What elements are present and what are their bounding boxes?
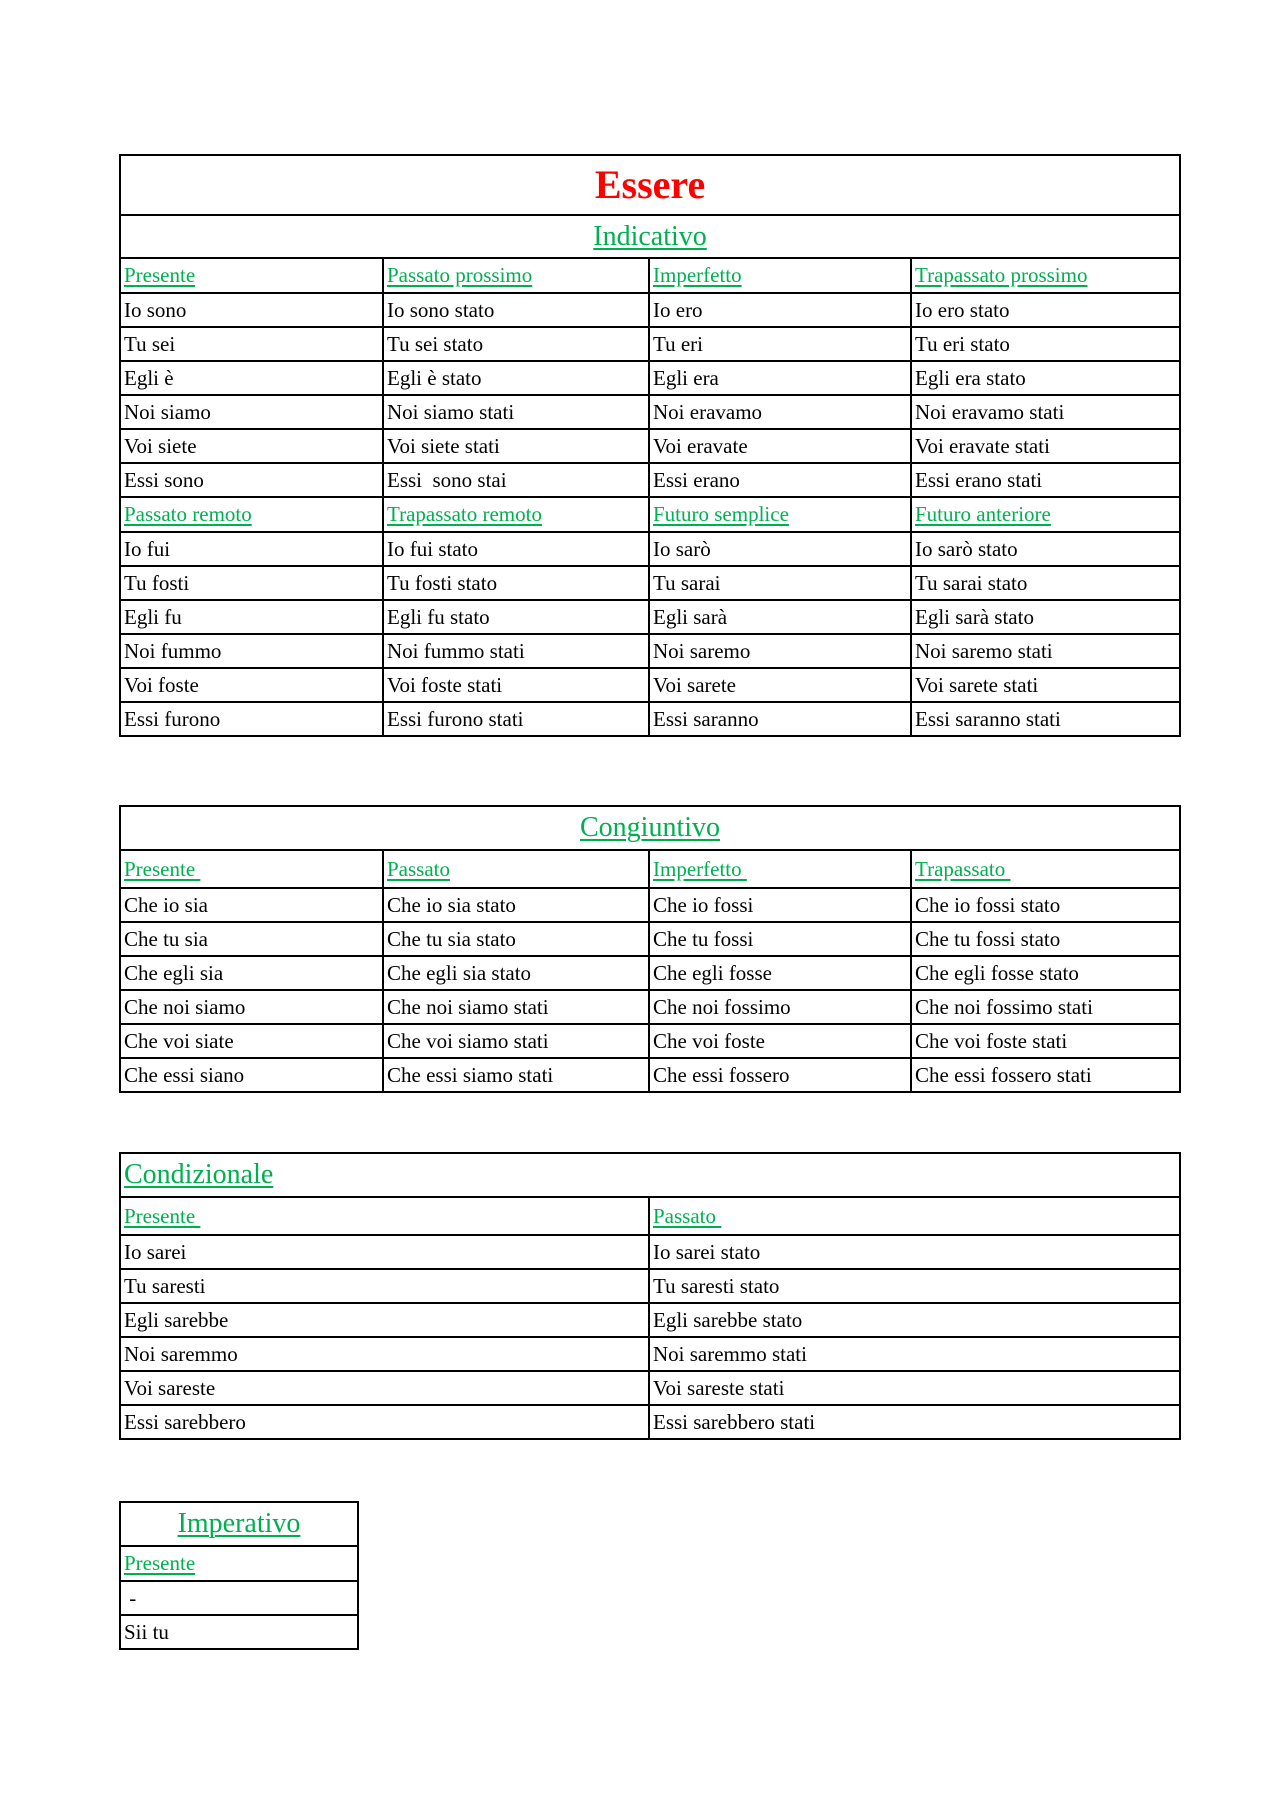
conjugation-cell: Voi foste xyxy=(120,668,383,702)
table-row xyxy=(120,532,1180,566)
conjugation-cell: Noi saremmo xyxy=(120,1337,649,1371)
conjugation-cell: Io sarò stato xyxy=(911,532,1180,566)
conjugation-cell: Noi fummo stati xyxy=(383,634,649,668)
imperativo-cell: Sii tu xyxy=(120,1615,358,1649)
table-row xyxy=(120,1303,1180,1337)
conjugation-cell: Che tu fossi stato xyxy=(911,922,1180,956)
conjugation-cell: Egli sarà stato xyxy=(911,600,1180,634)
table-row xyxy=(120,702,1180,736)
tense-header: Futuro anteriore xyxy=(915,502,1051,526)
imperativo-table xyxy=(119,1501,359,1650)
conjugation-cell: Che egli fosse stato xyxy=(911,956,1180,990)
table-row xyxy=(120,361,1180,395)
tense-header: Imperfetto xyxy=(653,263,742,287)
conjugation-cell: Noi fummo xyxy=(120,634,383,668)
conjugation-cell: Tu sarai xyxy=(649,566,911,600)
tense-header: Futuro semplice xyxy=(653,502,789,526)
conjugation-cell: Noi eravamo stati xyxy=(911,395,1180,429)
table-row xyxy=(120,1269,1180,1303)
imperativo-header-presente: Presente xyxy=(124,1551,196,1575)
conjugation-cell: Voi siete xyxy=(120,429,383,463)
conjugation-cell: Essi sarebbero stati xyxy=(649,1405,1180,1439)
table-row xyxy=(120,1371,1180,1405)
tense-header: Passato xyxy=(387,856,450,881)
tense-header: Trapassato remoto xyxy=(387,502,542,526)
conjugation-cell: Egli è xyxy=(120,361,383,395)
congiuntivo-table xyxy=(119,805,1181,1093)
table-row xyxy=(120,463,1180,497)
conjugation-cell: Noi saremo stati xyxy=(911,634,1180,668)
table-row xyxy=(120,429,1180,463)
conjugation-cell: Tu fosti xyxy=(120,566,383,600)
tense-header: Trapassato xyxy=(915,856,1011,881)
conjugation-cell: Che egli sia stato xyxy=(383,956,649,990)
conjugation-cell: Egli sarà xyxy=(649,600,911,634)
conjugation-cell: Egli sarebbe stato xyxy=(649,1303,1180,1337)
conjugation-cell: Che essi siano xyxy=(120,1058,383,1092)
tense-header-row xyxy=(120,850,1180,888)
conjugation-cell: Voi foste stati xyxy=(383,668,649,702)
conjugation-cell: Noi siamo stati xyxy=(383,395,649,429)
page-title: Essere xyxy=(120,155,1180,215)
conjugation-cell: Essi sarebbero xyxy=(120,1405,649,1439)
conjugation-cell: Tu sarai stato xyxy=(911,566,1180,600)
conjugation-cell: Egli fu stato xyxy=(383,600,649,634)
conjugation-cell: Io fui stato xyxy=(383,532,649,566)
table-row xyxy=(120,600,1180,634)
condizionale-heading: Condizionale xyxy=(124,1159,274,1190)
table-row xyxy=(120,922,1180,956)
conjugation-cell: Tu sei stato xyxy=(383,327,649,361)
conjugation-cell: Tu saresti stato xyxy=(649,1269,1180,1303)
conjugation-cell: Che voi foste stati xyxy=(911,1024,1180,1058)
indicativo-heading: Indicativo xyxy=(593,220,707,252)
conjugation-cell: Che tu sia xyxy=(120,922,383,956)
conjugation-cell: Essi furono stati xyxy=(383,702,649,736)
conjugation-cell: Voi sarete stati xyxy=(911,668,1180,702)
conjugation-cell: Che io fossi xyxy=(649,888,911,922)
conjugation-cell: Tu fosti stato xyxy=(383,566,649,600)
conjugation-cell: Essi saranno xyxy=(649,702,911,736)
conjugation-cell: Io fui xyxy=(120,532,383,566)
conjugation-cell: Essi sono xyxy=(120,463,383,497)
conjugation-cell: Che voi siate xyxy=(120,1024,383,1058)
conjugation-cell: Che voi foste xyxy=(649,1024,911,1058)
conjugation-cell: Essi erano stati xyxy=(911,463,1180,497)
imperativo-cell: - xyxy=(120,1581,358,1615)
conjugation-cell: Che noi siamo stati xyxy=(383,990,649,1024)
conjugation-cell: Che voi siamo stati xyxy=(383,1024,649,1058)
tense-header: Passato xyxy=(653,1203,722,1228)
conjugation-cell: Noi siamo xyxy=(120,395,383,429)
conjugation-cell: Egli è stato xyxy=(383,361,649,395)
table-row xyxy=(120,888,1180,922)
conjugation-cell: Egli fu xyxy=(120,600,383,634)
tense-header: Trapassato prossimo xyxy=(915,263,1088,287)
conjugation-cell: Voi sarete xyxy=(649,668,911,702)
conjugation-cell: Che io fossi stato xyxy=(911,888,1180,922)
conjugation-cell: Voi eravate stati xyxy=(911,429,1180,463)
conjugation-cell: Che tu fossi xyxy=(649,922,911,956)
tense-header-row xyxy=(120,497,1180,532)
table-row xyxy=(120,327,1180,361)
table-row xyxy=(120,1337,1180,1371)
conjugation-cell: Che essi fossero xyxy=(649,1058,911,1092)
conjugation-cell: Io sarei stato xyxy=(649,1235,1180,1269)
conjugation-cell: Tu eri stato xyxy=(911,327,1180,361)
conjugation-cell: Io sarei xyxy=(120,1235,649,1269)
indicativo-table xyxy=(119,154,1181,737)
conjugation-cell: Noi eravamo xyxy=(649,395,911,429)
conjugation-cell: Io sono stato xyxy=(383,293,649,327)
tense-header: Presente xyxy=(124,263,196,287)
table-row xyxy=(120,1235,1180,1269)
conjugation-cell: Egli era stato xyxy=(911,361,1180,395)
tense-header: Presente xyxy=(124,856,201,881)
conjugation-cell: Che egli sia xyxy=(120,956,383,990)
conjugation-cell: Tu eri xyxy=(649,327,911,361)
tense-header: Presente xyxy=(124,1203,201,1228)
table-row xyxy=(120,1405,1180,1439)
conjugation-cell: Essi furono xyxy=(120,702,383,736)
table-row xyxy=(120,668,1180,702)
table-row xyxy=(120,634,1180,668)
tense-header: Passato remoto xyxy=(124,502,252,526)
imperativo-heading: Imperativo xyxy=(177,1508,301,1539)
tense-header: Passato prossimo xyxy=(387,263,533,287)
conjugation-cell: Tu saresti xyxy=(120,1269,649,1303)
conjugation-cell: Noi saremo xyxy=(649,634,911,668)
conjugation-cell: Tu sei xyxy=(120,327,383,361)
tense-header-row xyxy=(120,1197,1180,1235)
table-row xyxy=(120,566,1180,600)
congiuntivo-heading: Congiuntivo xyxy=(580,812,721,843)
conjugation-cell: Io sono xyxy=(120,293,383,327)
conjugation-cell: Che noi fossimo xyxy=(649,990,911,1024)
condizionale-table xyxy=(119,1152,1181,1440)
conjugation-cell: Essi sono stai xyxy=(383,463,649,497)
table-row xyxy=(120,293,1180,327)
conjugation-cell: Che io sia xyxy=(120,888,383,922)
table-row xyxy=(120,395,1180,429)
conjugation-cell: Voi eravate xyxy=(649,429,911,463)
tense-header: Imperfetto xyxy=(653,856,747,881)
conjugation-cell: Voi siete stati xyxy=(383,429,649,463)
conjugation-cell: Che egli fosse xyxy=(649,956,911,990)
table-row xyxy=(120,990,1180,1024)
conjugation-cell: Voi sareste stati xyxy=(649,1371,1180,1405)
conjugation-cell: Che tu sia stato xyxy=(383,922,649,956)
conjugation-cell: Io ero stato xyxy=(911,293,1180,327)
table-row xyxy=(120,1058,1180,1092)
conjugation-cell: Noi saremmo stati xyxy=(649,1337,1180,1371)
conjugation-cell: Che essi fossero stati xyxy=(911,1058,1180,1092)
conjugation-cell: Io ero xyxy=(649,293,911,327)
table-row xyxy=(120,956,1180,990)
conjugation-cell: Egli sarebbe xyxy=(120,1303,649,1337)
conjugation-cell: Io sarò xyxy=(649,532,911,566)
conjugation-cell: Che essi siamo stati xyxy=(383,1058,649,1092)
conjugation-cell: Voi sareste xyxy=(120,1371,649,1405)
table-row xyxy=(120,1024,1180,1058)
conjugation-cell: Essi saranno stati xyxy=(911,702,1180,736)
conjugation-cell: Essi erano xyxy=(649,463,911,497)
conjugation-cell: Che noi siamo xyxy=(120,990,383,1024)
conjugation-cell: Che io sia stato xyxy=(383,888,649,922)
tense-header-row xyxy=(120,258,1180,293)
conjugation-cell: Che noi fossimo stati xyxy=(911,990,1180,1024)
conjugation-cell: Egli era xyxy=(649,361,911,395)
